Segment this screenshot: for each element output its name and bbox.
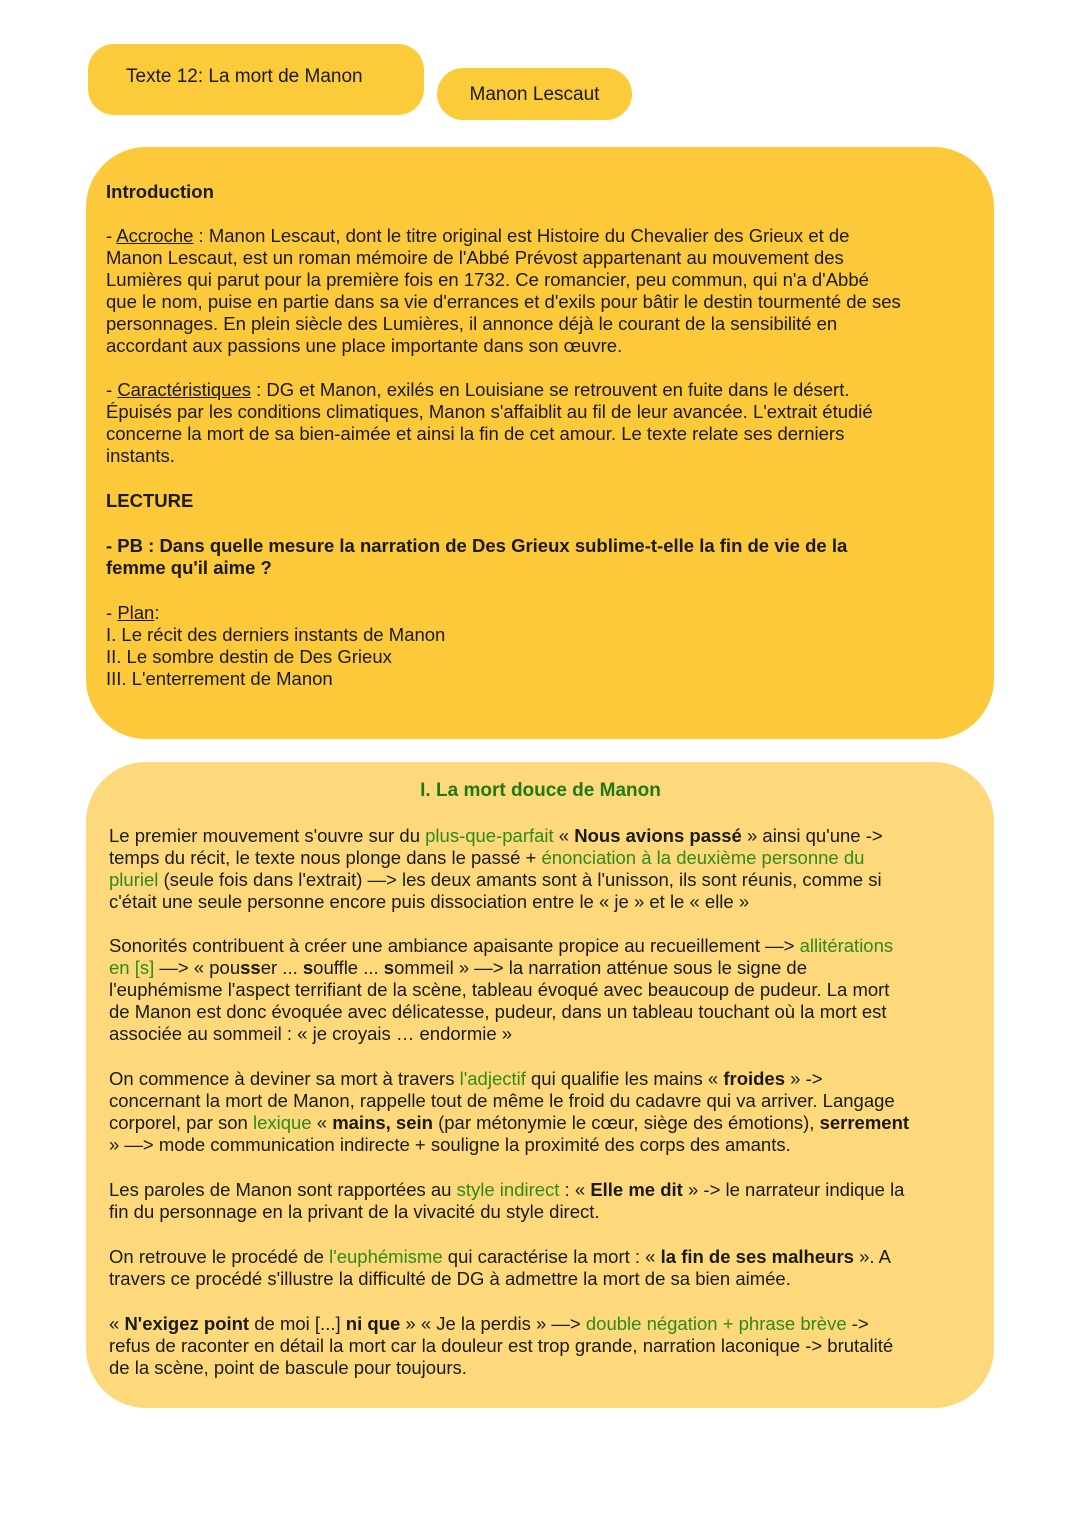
book-tag <box>437 68 632 120</box>
title-tag-label: Texte 12: La mort de Manon <box>126 65 363 87</box>
lecture-heading: LECTURE <box>106 490 194 511</box>
paragraph-euphemisme: On retrouve le procédé de l'euphémisme qui caractérise la mort : « la fin de ses malheurs ». A travers ce procédé s'illustre la difficulté de DG à admettre la mort de sa bien aimée. <box>109 1246 891 1289</box>
caracteristiques-label: Caractéristiques <box>117 379 251 400</box>
paragraph-style-indirect: Les paroles de Manon sont rapportées au style indirect : « Elle me dit » -> le narrateur indique la fin du personnage en la privant de la vivacité du style direct. <box>109 1179 905 1222</box>
paragraph-sonorites: Sonorités contribuent à créer une ambiance apaisante propice au recueillement —> allitérations en [s] —> « pousser ... souffle ... sommeil » —> la narration atténue sous le signe de l'euphémisme l'aspect terrifiant de la scène, tableau évoqué avec beaucoup de pudeur. La mort de Manon est donc évoquée avec délicatesse, pudeur, dans un tableau touchant où la mort est associée au sommeil : « je croyais … endormie » <box>109 935 894 1044</box>
introduction-heading: Introduction <box>106 181 214 202</box>
accroche-label: Accroche <box>116 225 194 246</box>
paragraph-double-negation: « N'exigez point de moi [...] ni que » « Je la perdis » —> double négation + phrase brève -> refus de raconter en détail la mort car la douleur est trop grande, narration laconique -> brutalité de la scène, point de bascule pour toujours. <box>109 1313 894 1378</box>
introduction-card <box>86 147 994 739</box>
title-tag <box>88 44 424 115</box>
plan-list: - Plan: I. Le récit des derniers instants de Manon II. Le sombre destin de Des Grieux III. L'enterrement de Manon <box>106 602 974 690</box>
plan-item: I. Le récit des derniers instants de Manon <box>106 624 446 645</box>
caracteristiques-paragraph: - Caractéristiques : DG et Manon, exilés en Louisiane se retrouvent en fuite dans le désert. Épuisés par les conditions climatiques, Manon s'affaiblit au fil de leur avancée. L'extrait étudié concerne la mort de sa bien-aimée et ainsi la fin de cet amour. Le texte relate ses derniers instants. <box>106 379 873 466</box>
paragraph-plus-que-parfait: Le premier mouvement s'ouvre sur du plus-que-parfait « Nous avions passé » ainsi qu'une -> temps du récit, le texte nous plonge dans le passé + énonciation à la deuxième personne du pluriel (seule fois dans l'extrait) —> les deux amants sont à l'unisson, ils sont réunis, comme si c'était une seule personne encore puis dissociation entre le « je » et le « elle » <box>109 825 883 912</box>
book-tag-label: Manon Lescaut <box>469 84 600 105</box>
plan-item: II. Le sombre destin de Des Grieux <box>106 646 392 667</box>
section-title: I. La mort douce de Manon <box>420 780 661 801</box>
accroche-paragraph: - Accroche : Manon Lescaut, dont le titre original est Histoire du Chevalier des Grieux et de Manon Lescaut, est un roman mémoire de l'Abbé Prévost appartenant au mouvement des Lumières qui parut pour la première fois en 1732. Ce romancier, peu commun, qui n'a d'Abbé que le nom, puise en partie dans sa vie d'errances et d'exils pour bâtir le destin tourmenté de ses personnages. En plein siècle des Lumières, il annonce déjà le courant de la sensibilité en accordant aux passions une place importante dans son œuvre. <box>106 225 901 356</box>
paragraph-adjectif: On commence à deviner sa mort à travers l'adjectif qui qualifie les mains « froides » -> concernant la mort de Manon, rappelle tout de même le froid du cadavre qui va arriver. Langage corporel, par son lexique « mains, sein (par métonymie le cœur, siège des émotions), serrement » —> mode communication indirecte + souligne la proximité des corps des amants. <box>109 1068 910 1155</box>
plan-item: III. L'enterrement de Manon <box>106 668 333 689</box>
section-card <box>86 762 994 1408</box>
problematique: - PB : Dans quelle mesure la narration de Des Grieux sublime-t-elle la fin de vie de la femme qu'il aime ? <box>106 535 848 578</box>
plan-label: Plan <box>117 602 155 623</box>
